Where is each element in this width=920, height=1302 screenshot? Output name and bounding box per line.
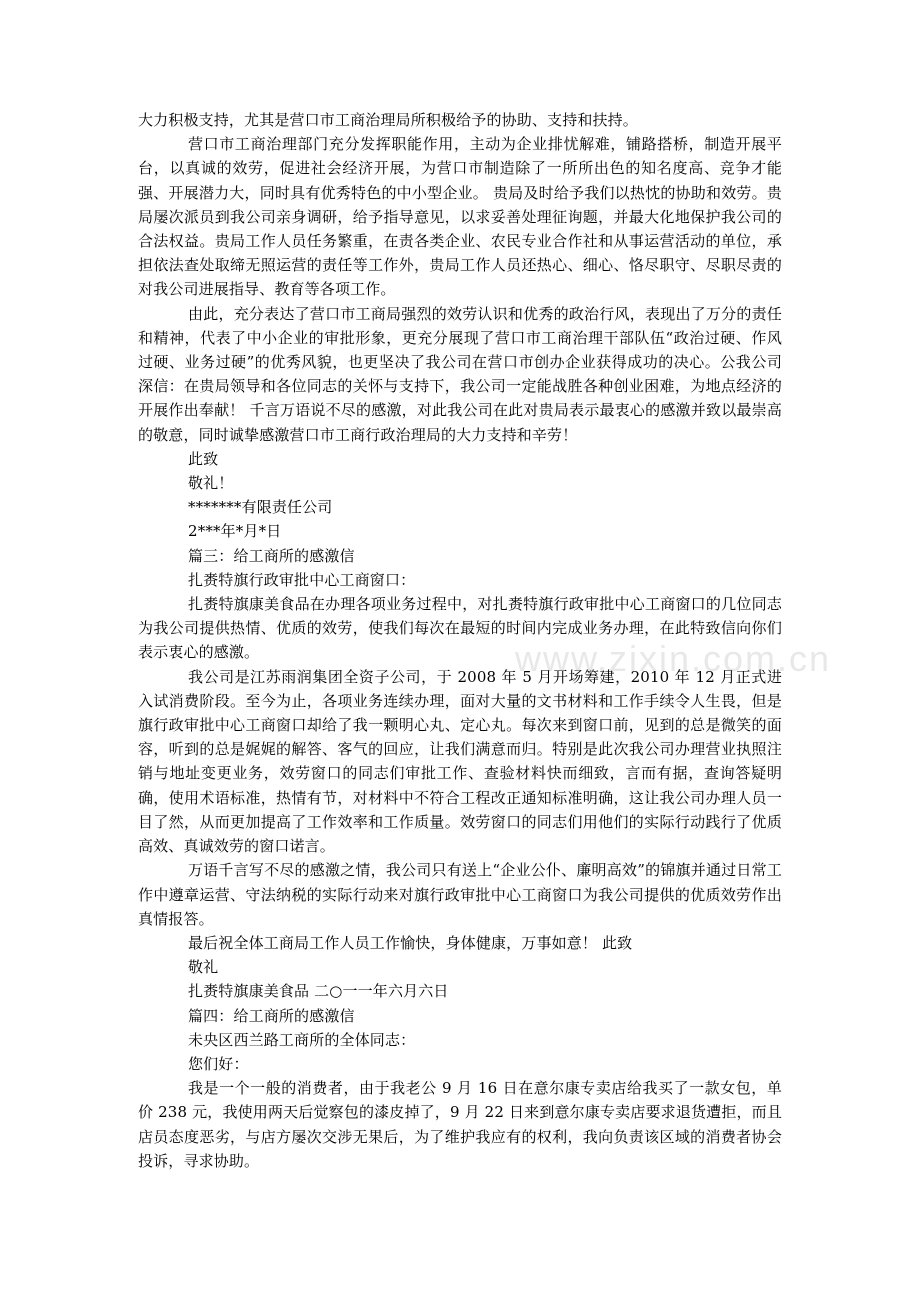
paragraph: 营口市工商治理部门充分发挥职能作用，主动为企业排忧解难，铺路搭桥，制造开展平台，以真诚的效劳，促进社会经济开展，为营口市制造除了一所所出色的知名度高、竞争才能强、开展潜力大，同时具有优秀特色的中小型企业。 贵局及时给予我们以热忱的协助和效劳。贵局屡次派员到我公司亲身调研，给予指导意见，以求妥善处理征询题，并最大化地保护我公司的合法权益。贵局工作人员任务繁重，在责各类企业、农民专业合作社和从事运营活动的单位，承担依法查处取缔无照运营的责任等工作外，贵局工作人员还热心、细心、恪尽职守、尽职尽责的对我公司进展指导、教育等各项工作。 bbox=[138, 135, 782, 299]
text-line: *******有限责任公司 bbox=[188, 498, 333, 517]
text-line: 敬礼！ bbox=[188, 474, 234, 493]
text-line: 此致 bbox=[188, 449, 219, 468]
paragraph: 万语千言写不尽的感激之情，我公司只有送上“企业公仆、廉明高效”的锦旗并通过日常工作中遵章运营、守法纳税的实际行动来对旗行政审批中心工商窗口为我公司提供的优质效劳作出真情报答。 bbox=[138, 861, 782, 928]
watermark: www.zixin.com.cn bbox=[515, 638, 832, 679]
text-line: 未央区西兰路工商所的全体同志： bbox=[188, 1030, 416, 1049]
text-line: 篇四：给工商所的感激信 bbox=[188, 1006, 355, 1025]
paragraph: 我公司是江苏雨润集团全资子公司，于 2008 年 5 月开场筹建，2010 年 12 月正式进入试消费阶段。至今为止，各项业务连续办理，面对大量的文书材料和工作手续令人生畏，但是旗行政审批中心工商窗口却给了我一颗明心丸、定心丸。每次来到窗口前，见到的总是微笑的面容，听到的总是娓娓的解答、客气的回应，让我们满意而归。特别是此次我公司办理营业执照注销与地址变更业务，效劳窗口的同志们审批工作、查验材料快而细致，言而有据，查询答疑明确，使用术语标准，热情有节，对材料中不符合工程改正通知标准明确，这让我公司办理人员一目了然，从而更加提高了工作效率和工作质量。效劳窗口的同志们用他们的实际行动践行了优质高效、真诚效劳的窗口诺言。 bbox=[138, 667, 782, 856]
paragraph: 大力积极支持，尤其是营口市工商治理局所积极给予的协助、支持和扶持。 bbox=[138, 111, 638, 129]
text-line: 2***年*月*日 bbox=[188, 522, 282, 541]
text-line: 敬礼 bbox=[188, 958, 219, 977]
document-body bbox=[138, 108, 782, 1173]
paragraph: 我是一个一般的消费者，由于我老公 9 月 16 日在意尔康专卖店给我买了一款女包，单价 238 元，我使用两天后觉察包的漆皮掉了，9 月 22 日来到意尔康专卖店要求退货遭拒，而且店员态度恶劣，与店方屡次交涉无果后，为了维护我应有的权利，我向负责该区域的消费者协会投诉，寻求协助。 bbox=[138, 1079, 782, 1170]
text-line: 扎赉特旗康美食品 二○一一年六月六日 bbox=[188, 982, 449, 1001]
text-line: 最后祝全体工商局工作人员工作愉快，身体健康，万事如意！ 此致 bbox=[188, 933, 633, 952]
paragraph: 由此，充分表达了营口市工商局强烈的效劳认识和优秀的政治行风，表现出了万分的责任和精神，代表了中小企业的审批形象，更充分展现了营口市工商治理干部队伍“政治过硬、作风过硬、业务过硬”的优秀风貌，也更坚决了我公司在营口市创办企业获得成功的决心。公我公司深信：在贵局领导和各位同志的关怀与支持下，我公司一定能战胜各种创业困难，为地点经济的开展作出奉献！ 千言万语说不尽的感激，对此我公司在此对贵局表示最衷心的感激并致以最崇高的敬意，同时诚挚感激营口市工商行政治理局的大力支持和辛劳！ bbox=[138, 304, 782, 444]
paragraph: 扎赉特旗康美食品在办理各项业务过程中，对扎赉特旗行政审批中心工商窗口的几位同志为我公司提供热情、优质的效劳，使我们每次在最短的时间内完成业务办理，在此特致信向你们表示衷心的感激。 bbox=[138, 595, 782, 662]
text-line: 您们好： bbox=[188, 1054, 249, 1073]
text-line: 篇三：给工商所的感激信 bbox=[188, 546, 355, 565]
text-line: 扎赉特旗行政审批中心工商窗口： bbox=[188, 570, 416, 589]
